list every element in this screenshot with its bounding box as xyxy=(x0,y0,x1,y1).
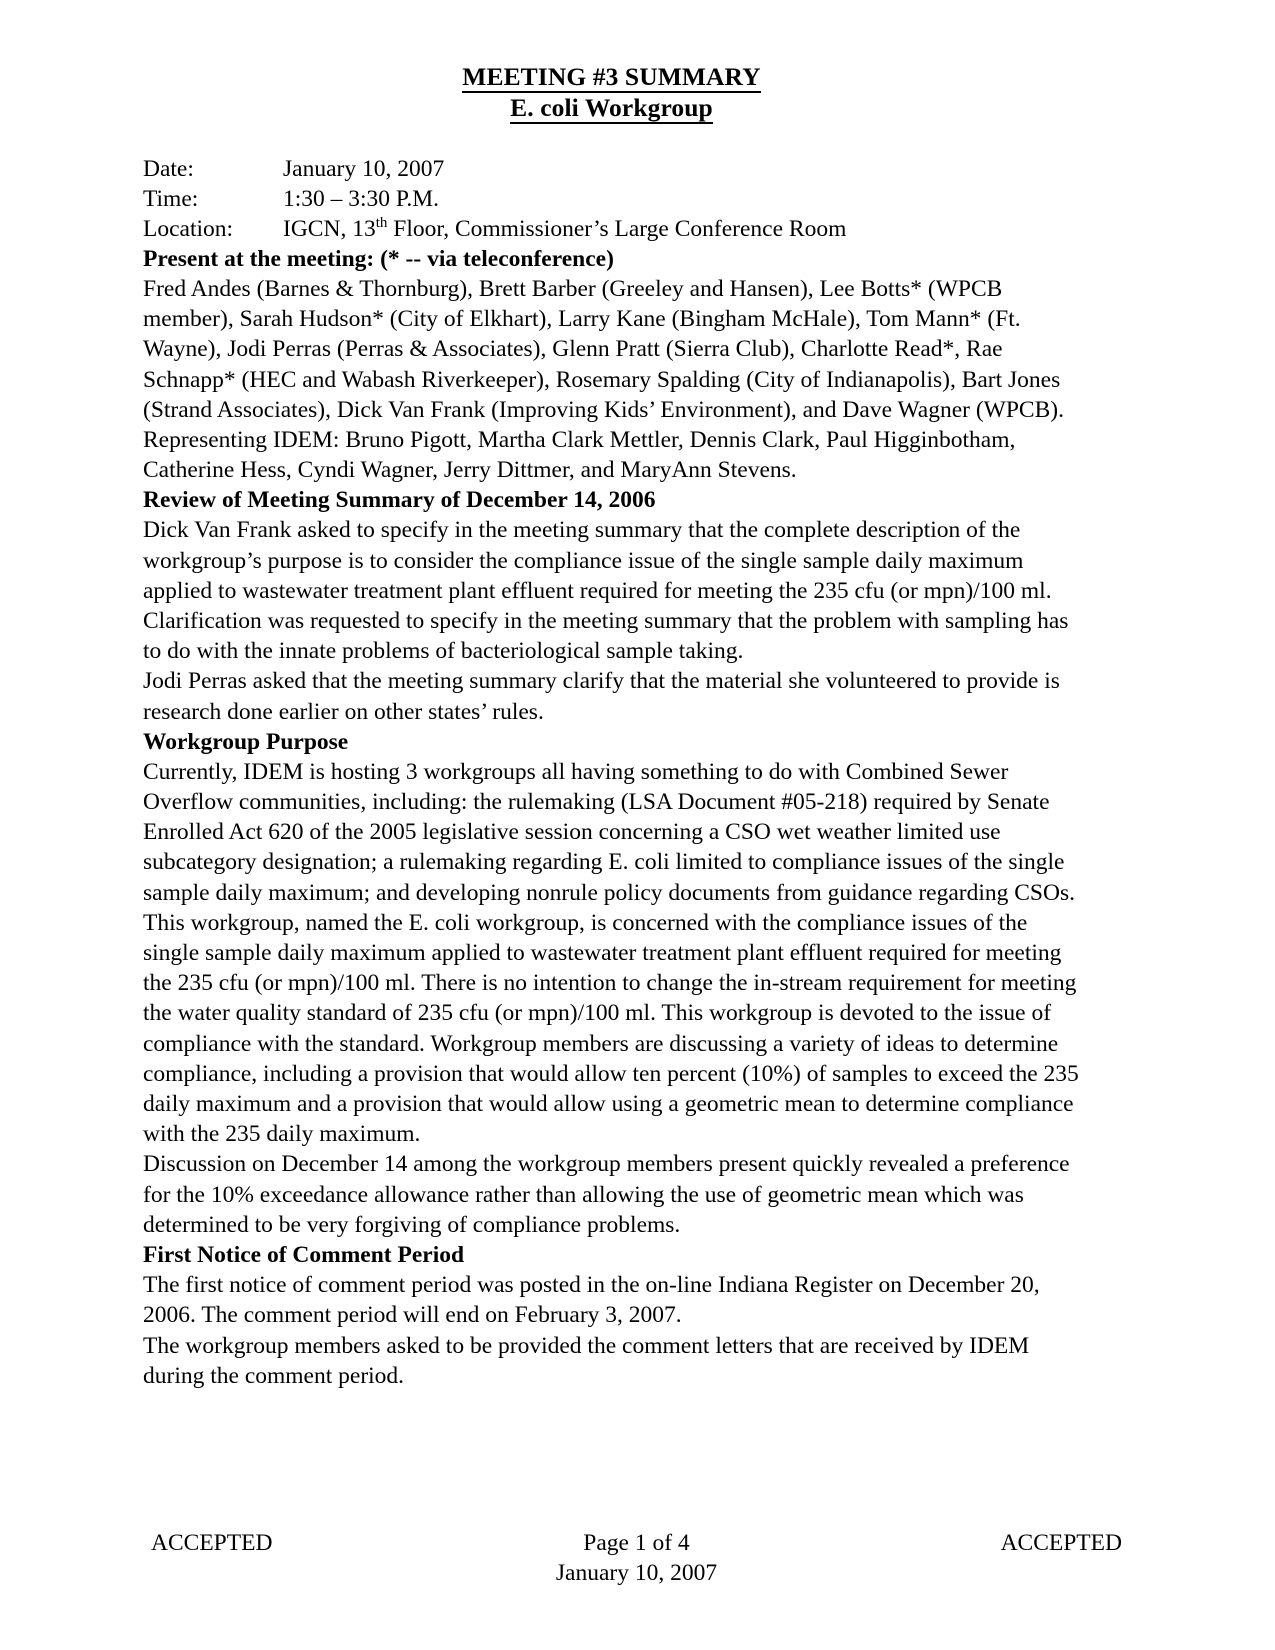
review-paragraph-2: Clarification was requested to specify in the meeting summary that the problem with sampling has to do with the innate problems of bacteriological sample taking. xyxy=(143,608,1069,665)
review-paragraph-1: Dick Van Frank asked to specify in the meeting summary that the complete description of the workgroup’s purpose is to consider the compliance issue of the single sample daily maximum applied to wastewater treatment plant effluent required for meeting the 235 cfu (or mpn)/100 ml. xyxy=(143,517,1052,604)
document-title-line-2 xyxy=(143,93,1080,124)
footer-row xyxy=(143,1528,1132,1588)
workgroup-purpose-paragraph-3: Discussion on December 14 among the workgroup members present quickly revealed a preference for the 10% exceedance allowance rather than allowing the use of geometric mean which was determined to be very forgiving of compliance problems. xyxy=(143,1151,1070,1238)
meta-label-date: Date: xyxy=(143,156,194,182)
meta-row-location xyxy=(143,214,846,244)
location-post-text: Floor, Commissioner’s Large Conference Room xyxy=(387,216,847,242)
review-paragraph-3: Jodi Perras asked that the meeting summary clarify that the material she volunteered to provide is research done earlier on other states’ rules. xyxy=(143,668,1060,725)
document-title-line-1 xyxy=(143,62,1080,93)
location-pre-text: IGCN, 13 xyxy=(283,216,376,242)
present-body: Fred Andes (Barnes & Thornburg), Brett Barber (Greeley and Hansen), Lee Botts* (WPCB member), Sarah Hudson* (City of Elkhart), Larry Kane (Bingham McHale), Tom Mann* (Ft. Wayne), Jodi Perras (Perras & Associates), Glenn Pratt (Sierra Club), Charlotte Read*, Rae Schnapp* (HEC and Wabash Riverkeeper), Rosemary Spalding (City of Indianapolis), Bart Jones (Strand Associates), Dick Van Frank (Improving Kids’ Environment), and Dave Wagner (WPCB). xyxy=(143,276,1064,423)
meeting-meta-table xyxy=(143,154,846,244)
workgroup-purpose-paragraph-2: This workgroup, named the E. coli workgroup, is concerned with the compliance issues of the single sample daily maximum applied to wastewater treatment plant effluent required for meeting the 235 cfu (or mpn)/100 ml. There is no intention to change the in-stream requirement for meeting the water quality standard of 235 cfu (or mpn)/100 ml. This workgroup is devoted to the issue of compliance with the standard. Workgroup members are discussing a variety of ideas to determine compliance, including a provision that would allow ten percent (10%) of samples to exceed the 235 daily maximum and a provision that would allow using a geometric mean to determine compliance with the 235 daily maximum. xyxy=(143,909,1079,1148)
idem-representatives-body: Representing IDEM: Bruno Pigott, Martha Clark Mettler, Dennis Clark, Paul Higginbotham, Catherine Hess, Cyndi Wagner, Jerry Dittmer, and MaryAnn Stevens. xyxy=(143,427,1016,484)
location-ordinal-suffix: th xyxy=(375,215,388,232)
document-title-block xyxy=(143,62,1080,124)
workgroup-purpose-heading: Workgroup Purpose xyxy=(143,728,349,755)
page-footer xyxy=(143,1528,1132,1608)
review-heading: Review of Meeting Summary of December 14, 2006 xyxy=(143,487,656,514)
accepted-stamp-right: ACCEPTED xyxy=(1000,1530,1122,1556)
document-title-line-2-text: E. coli Workgroup xyxy=(510,93,713,122)
first-notice-heading: First Notice of Comment Period xyxy=(143,1242,465,1269)
footer-center-block xyxy=(272,1528,1000,1588)
meta-row-time xyxy=(143,184,846,214)
meta-label-time: Time: xyxy=(143,186,199,212)
first-notice-paragraph-2: The workgroup members asked to be provided the comment letters that are received by IDEM during the comment period. xyxy=(143,1332,1030,1389)
document-title-line-1-text: MEETING #3 SUMMARY xyxy=(462,62,761,91)
footer-date: January 10, 2007 xyxy=(555,1560,718,1586)
meta-row-date xyxy=(143,154,846,184)
meta-value-date: January 10, 2007 xyxy=(283,156,445,182)
meta-value-time: 1:30 – 3:30 P.M. xyxy=(283,186,440,212)
workgroup-purpose-paragraph-1: Currently, IDEM is hosting 3 workgroups all having something to do with Combined Sewer Overflow communities, including: the rulemaking (LSA Document #05-218) required by Senate Enrolled Act 620 of the 2005 legislative session concerning a CSO wet weather limited use subcategory designation; a rulemaking regarding E. coli limited to compliance issues of the single sample daily maximum; and developing nonrule policy documents from guidance regarding CSOs. xyxy=(143,758,1075,906)
meta-label-location: Location: xyxy=(143,216,234,242)
present-heading: Present at the meeting: (* -- via teleconference) xyxy=(143,246,614,272)
first-notice-paragraph-1: The first notice of comment period was posted in the on-line Indiana Register on December 20, 2006. The comment period will end on February 3, 2007. xyxy=(143,1272,1040,1329)
accepted-stamp-left: ACCEPTED xyxy=(151,1530,273,1556)
meta-value-location xyxy=(283,214,846,244)
page-number: Page 1 of 4 xyxy=(583,1530,690,1556)
